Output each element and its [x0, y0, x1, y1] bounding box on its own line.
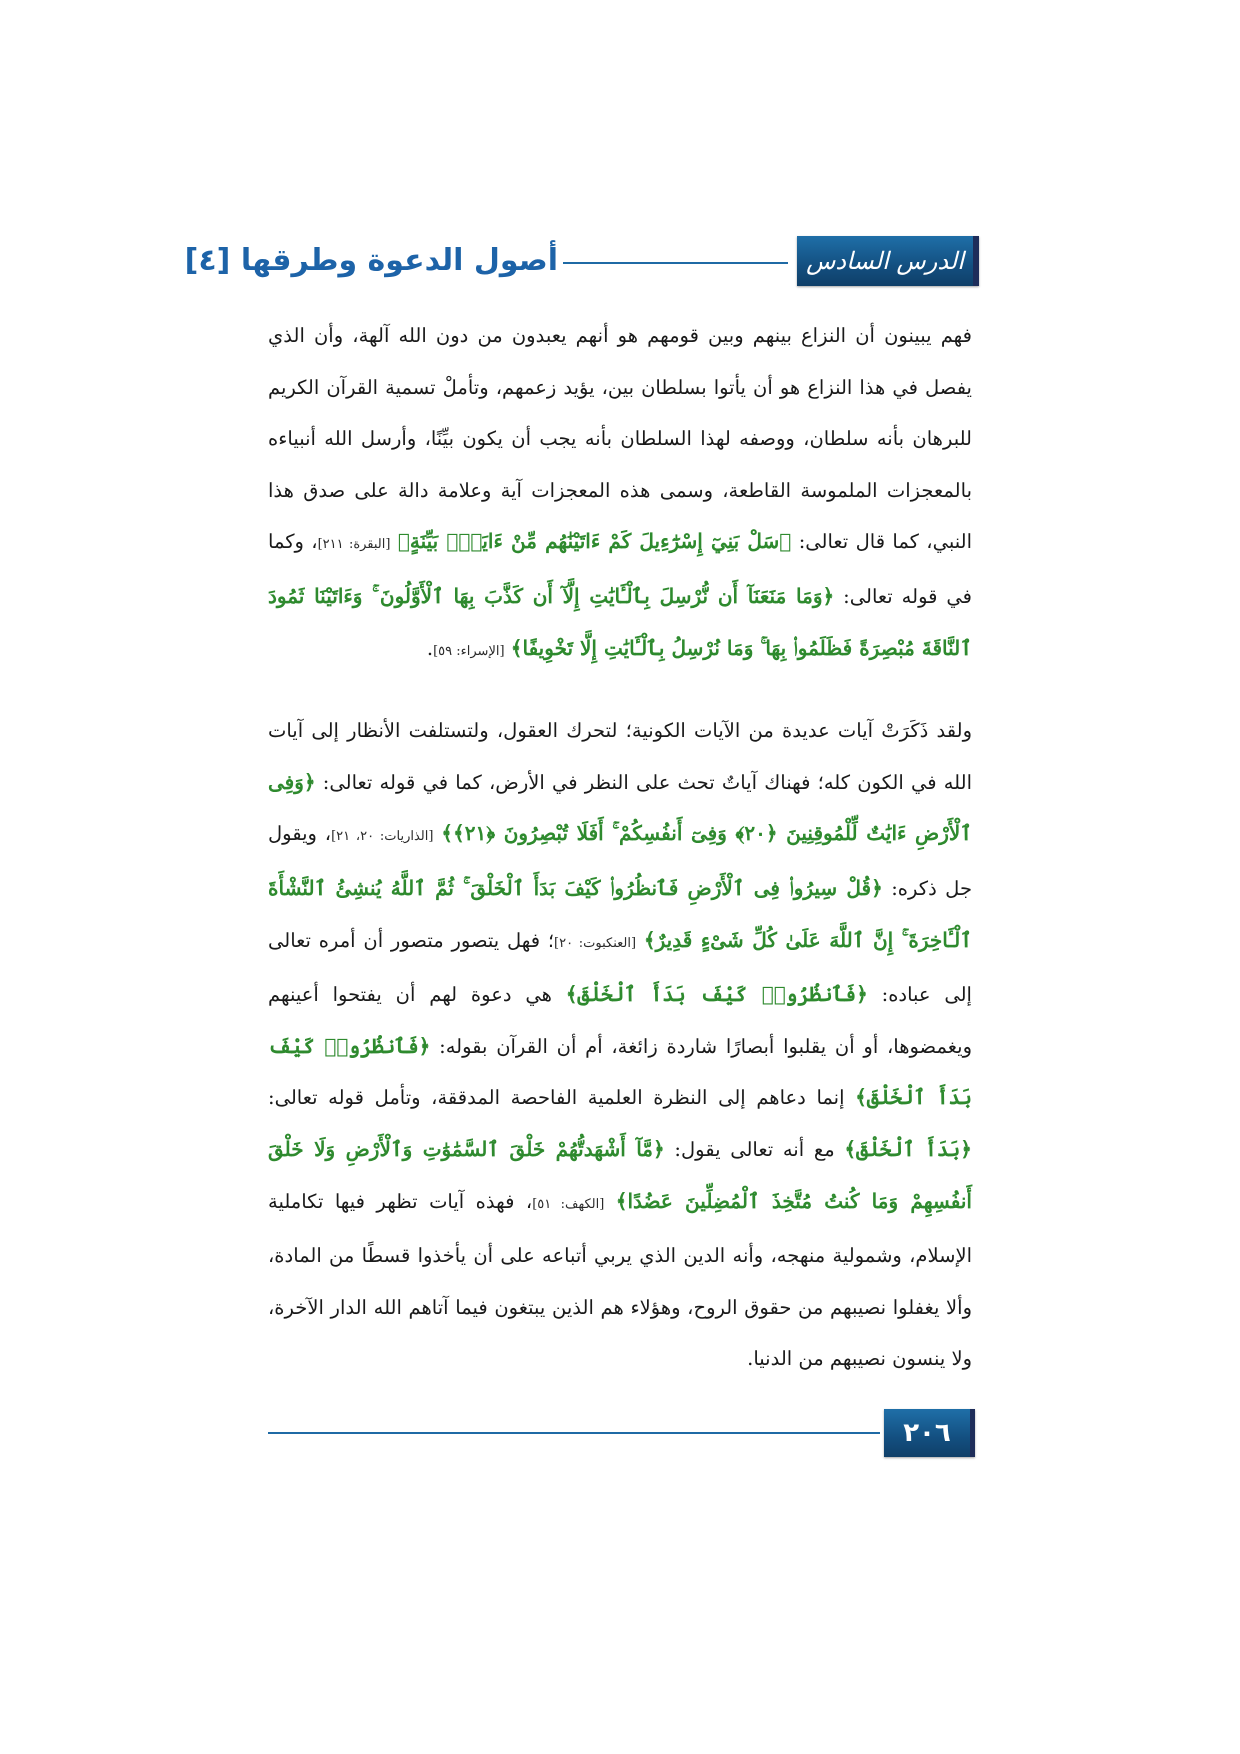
text-segment: ولقد ذَكَرَتْ آيات عديدة من الآيات الكونية؛ لتحرك العقول، ولتستلفت الأنظار إلى آيات الله في الكون كله؛ فهناك آياتٌ تحث على النظر في الأرض، كما في قوله تعالى:: [268, 719, 972, 794]
footer-divider: [268, 1432, 880, 1434]
text-segment: مع أنه تعالى يقول:: [664, 1137, 845, 1161]
verse-reference: [العنكبوت: ٢٠]: [554, 935, 637, 951]
quran-verse: ﴿مَّآ أَشْهَدتُّهُمْ خَلْقَ ٱلسَّمَٰوَٰتِ وَٱلْأَرْضِ وَلَا خَلْقَ أَنفُسِهِمْ وَمَا كُنتُ مُتَّخِذَ ٱلْمُضِلِّينَ عَضُدًا﴾: [268, 1136, 972, 1213]
quran-verse: ﴿فَٱنظُرُوا۟ كَيْفَ بَدَأَ ٱلْخَلْقَ﴾: [268, 1033, 972, 1110]
text-segment: ، فهذه آيات تظهر فيها تكاملية الإسلام، وشمولية منهجه، وأنه الدين الذي يربي أتباعه على أن يأخذوا قسطًا من المادة، وألا يغفلوا نصيبهم من حقوق الروح، وهؤلاء هم الذين يبتغون فيما آتاهم الله الدار الآخرة، ولا ينسون نصيبهم من الدنيا.: [268, 1189, 972, 1371]
quran-verse: ﴿فَٱنظُرُوا۟ كَيْفَ بَدَأَ ٱلْخَلْقَ﴾: [565, 982, 868, 1007]
text-segment: ، ويقول جل ذكره:: [268, 822, 972, 900]
header-divider: [563, 262, 788, 264]
page-body: [268, 310, 972, 1385]
quran-verse: ﴿قُلْ سِيرُوا۟ فِى ٱلْأَرْضِ فَٱنظُرُوا۟ كَيْفَ بَدَأَ ٱلْخَلْقَ ۚ ثُمَّ ٱللَّهُ يُنشِئُ ٱلنَّشْأَةَ ٱلْـَٔاخِرَةَ ۚ إِنَّ ٱللَّهَ عَلَىٰ كُلِّ شَىْءٍ قَدِيرٌ﴾: [268, 875, 972, 952]
quran-verse: ﴿بَدَأَ ٱلْخَلْقَ﴾: [844, 1136, 972, 1161]
text-segment: فهم يبينون أن النزاع بينهم وبين قومهم هو أنهم يعبدون من دون الله آلهة، وأن الذي يفصل في هذا النزاع هو أن يأتوا بسلطان بين، يؤيد زعمهم، وتأملْ تسمية القرآن الكريم للبرهان بأنه سلطان، ووصفه لهذا السلطان بأنه يجب أن يكون بيِّنًا، وأرسل الله أنبياءه بالمعجزات الملموسة القاطعة، وسمى هذه المعجزات آية وعلامة دالة على صدق هذا النبي، كما قال تعالى:: [268, 324, 972, 554]
verse-reference: [الذاريات: ٢٠، ٢١]: [331, 829, 434, 845]
text-segment: هي دعوة لهم أن يفتحوا أعينهم ويغمضوها، أو أن يقلبوا أبصارًا شاردة زائغة، أم أن القرآن بقوله:: [268, 983, 972, 1058]
text-segment: إنما دعاهم إلى النظرة العلمية الفاحصة المدققة، وتأمل قوله تعالى:: [268, 1086, 856, 1110]
verse-reference: [الإسراء: ٥٩]: [433, 643, 505, 659]
quran-verse: ﴿وَمَا مَنَعَنَآ أَن نُّرْسِلَ بِٱلْـَٔايَٰتِ إِلَّآ أَن كَذَّبَ بِهَا ٱلْأَوَّلُونَ ۚ وَءَاتَيْنَا ثَمُودَ ٱلنَّاقَةَ مُبْصِرَةً فَظَلَمُوا۟ بِهَا ۚ وَمَا نُرْسِلُ بِٱلْـَٔايَٰتِ إِلَّا تَخْوِيفًا﴾: [268, 583, 972, 660]
lesson-label-badge: [797, 236, 979, 286]
page-number-badge: [884, 1409, 975, 1457]
text-segment: ؛ فهل يتصور متصور أن أمره تعالى إلى عباده:: [268, 928, 972, 1007]
book-title: أصول الدعوة وطرقها [٤]: [184, 243, 558, 278]
paragraph-2: [268, 705, 972, 1385]
text-segment: ، وكما في قوله تعالى:: [268, 530, 972, 608]
quran-verse: ﴿سَلْ بَنِيٓ إِسْرَٰٓءِيلَ كَمْ ءَاتَيْنَٰهُم مِّنْ ءَايَةٍۭ بَيِّنَةٍ﴾: [397, 529, 792, 554]
verse-reference: [الكهف: ٥١]: [532, 1196, 605, 1212]
page-number: ٢٠٦: [903, 1418, 951, 1448]
paragraph-1: [268, 310, 972, 677]
lesson-label: الدرس السادس: [806, 247, 964, 275]
text-segment: .: [426, 636, 434, 660]
quran-verse: ﴿وَفِى ٱلْأَرْضِ ءَايَٰتٌ لِّلْمُوقِنِينَ ﴿٢٠﴾ وَفِىٓ أَنفُسِكُمْ ۚ أَفَلَا تُبْصِرُونَ ﴿٢١﴾﴾: [268, 769, 972, 846]
verse-reference: [البقرة: ٢١١]: [317, 537, 391, 553]
